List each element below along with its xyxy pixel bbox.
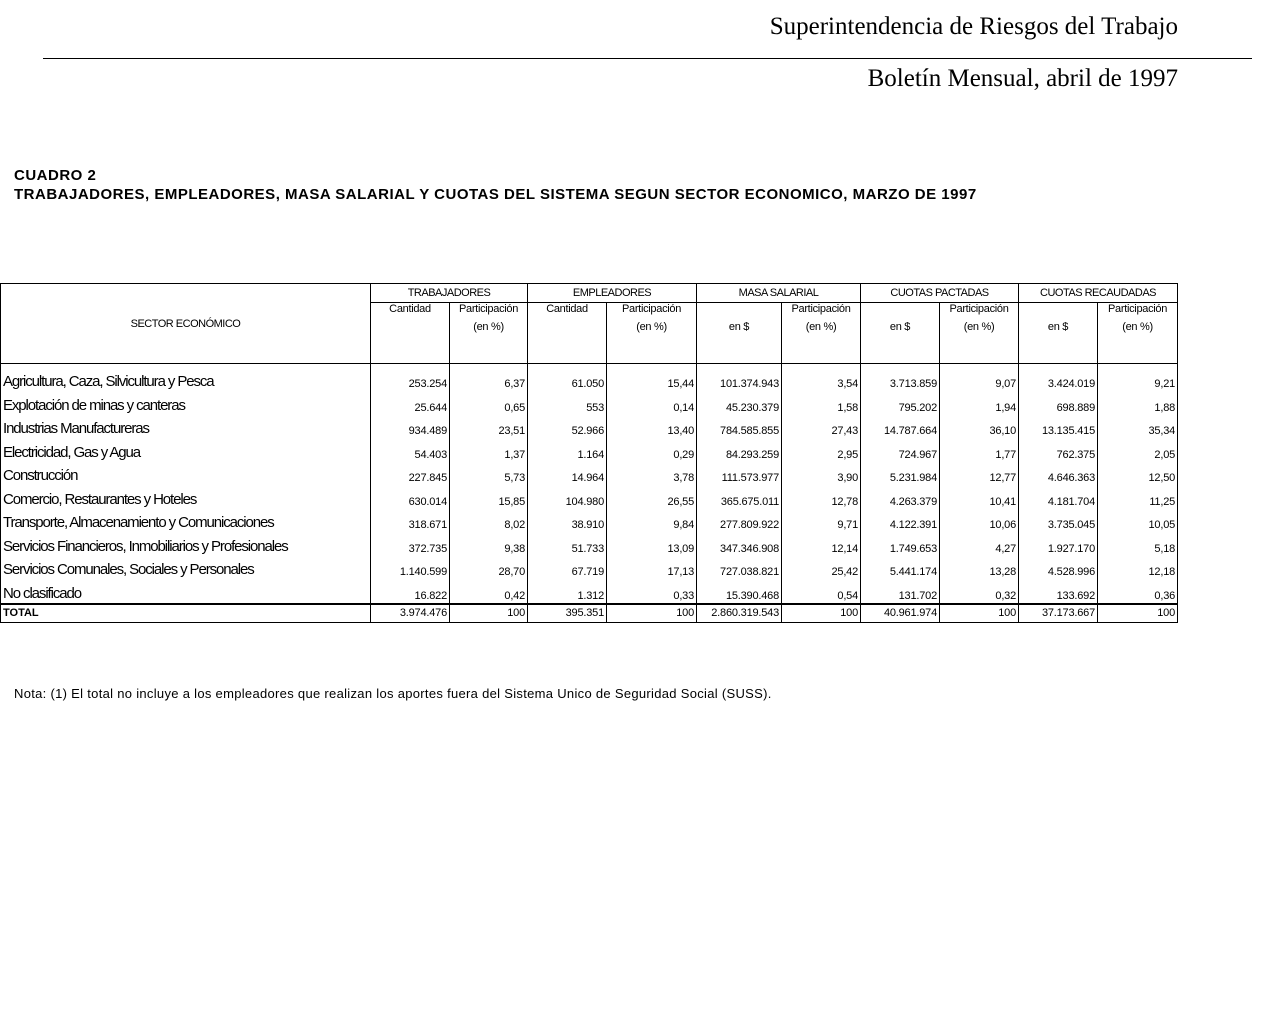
cell-value: 3.713.859 (861, 364, 940, 392)
cell-value: 14.964 (528, 462, 607, 486)
cell-value: 934.489 (371, 415, 450, 439)
table-row (1, 509, 1178, 533)
sector-name: Construcción (1, 462, 371, 486)
cell-value: 2,05 (1098, 438, 1178, 462)
cell-value: 131.702 (861, 579, 940, 604)
cell-value: 318.671 (371, 509, 450, 533)
subheader-participacion: Participación (1098, 303, 1178, 322)
subheader-cantidad: Cantidad (371, 303, 450, 322)
cell-value: 52.966 (528, 415, 607, 439)
sector-name: Transporte, Almacenamiento y Comunicaciones (1, 509, 371, 533)
cell-value: 365.675.011 (697, 485, 782, 509)
subheader-en-pct: (en %) (607, 321, 697, 364)
cell-value: 9,38 (450, 532, 528, 556)
footnote: Nota: (1) El total no incluye a los empleadores que realizan los aportes fuera del Sistema Unico de Seguridad Social (SUSS). (14, 686, 772, 701)
subheader-en-pct: (en %) (782, 321, 861, 364)
cell-value: 45.230.379 (697, 391, 782, 415)
cell-value: 4,27 (940, 532, 1019, 556)
total-value: 100 (607, 604, 697, 623)
cell-value: 0,42 (450, 579, 528, 604)
cell-value: 1.927.170 (1019, 532, 1098, 556)
table-row (1, 485, 1178, 509)
cell-value: 10,41 (940, 485, 1019, 509)
table-row (1, 462, 1178, 486)
cell-value: 277.809.922 (697, 509, 782, 533)
cell-value: 553 (528, 391, 607, 415)
total-value: 37.173.667 (1019, 604, 1098, 623)
cell-value: 133.692 (1019, 579, 1098, 604)
sector-name: Industrias Manufactureras (1, 415, 371, 439)
cell-value: 4.181.704 (1019, 485, 1098, 509)
cell-value: 5.231.984 (861, 462, 940, 486)
total-label: TOTAL (1, 604, 371, 623)
cell-value: 795.202 (861, 391, 940, 415)
cell-value: 0,36 (1098, 579, 1178, 604)
cell-value: 5.441.174 (861, 556, 940, 580)
cell-value: 3,78 (607, 462, 697, 486)
cell-value: 698.889 (1019, 391, 1098, 415)
subheader-empty (1019, 303, 1098, 322)
bulletin-title: Boletín Mensual, abril de 1997 (867, 65, 1178, 92)
subheader-participacion: Participación (782, 303, 861, 322)
cell-value: 8,02 (450, 509, 528, 533)
sector-name: No clasificado (1, 579, 371, 604)
cell-value: 101.374.943 (697, 364, 782, 392)
cell-value: 1,37 (450, 438, 528, 462)
group-header-cuotas-pactadas: CUOTAS PACTADAS (861, 284, 1019, 303)
total-value: 100 (940, 604, 1019, 623)
organization-name: Superintendencia de Riesgos del Trabajo (769, 13, 1178, 40)
total-value: 100 (1098, 604, 1178, 623)
table-row (1, 391, 1178, 415)
table-row (1, 364, 1178, 392)
cell-value: 17,13 (607, 556, 697, 580)
table-number: CUADRO 2 (14, 167, 97, 184)
subheader-en-pct: (en %) (1098, 321, 1178, 364)
cell-value: 25,42 (782, 556, 861, 580)
sector-column-header: SECTOR ECONÓMICO (1, 284, 371, 364)
cell-value: 84.293.259 (697, 438, 782, 462)
data-table (0, 283, 1178, 623)
cell-value: 0,33 (607, 579, 697, 604)
cell-value: 1.140.599 (371, 556, 450, 580)
total-row (1, 604, 1178, 623)
cell-value: 1.749.653 (861, 532, 940, 556)
total-value: 3.974.476 (371, 604, 450, 623)
cell-value: 4.263.379 (861, 485, 940, 509)
subheader-en-pesos: en $ (1019, 321, 1098, 364)
cell-value: 0,14 (607, 391, 697, 415)
sector-name: Agricultura, Caza, Silvicultura y Pesca (1, 364, 371, 392)
total-value: 100 (450, 604, 528, 623)
cell-value: 26,55 (607, 485, 697, 509)
cell-value: 12,18 (1098, 556, 1178, 580)
subheader-participacion: Participación (940, 303, 1019, 322)
table-row (1, 532, 1178, 556)
sector-name: Servicios Financieros, Inmobiliarios y Profesionales (1, 532, 371, 556)
cell-value: 38.910 (528, 509, 607, 533)
group-header-empleadores: EMPLEADORES (528, 284, 697, 303)
cell-value: 11,25 (1098, 485, 1178, 509)
subheader-empty (528, 321, 607, 364)
cell-value: 13,28 (940, 556, 1019, 580)
cell-value: 28,70 (450, 556, 528, 580)
cell-value: 3.424.019 (1019, 364, 1098, 392)
subheader-participacion: Participación (607, 303, 697, 322)
cell-value: 6,37 (450, 364, 528, 392)
cell-value: 784.585.855 (697, 415, 782, 439)
cell-value: 0,54 (782, 579, 861, 604)
cell-value: 1,58 (782, 391, 861, 415)
cell-value: 51.733 (528, 532, 607, 556)
total-value: 100 (782, 604, 861, 623)
cell-value: 15.390.468 (697, 579, 782, 604)
subheader-en-pesos: en $ (697, 321, 782, 364)
cell-value: 5,73 (450, 462, 528, 486)
cell-value: 15,44 (607, 364, 697, 392)
cell-value: 724.967 (861, 438, 940, 462)
cell-value: 1.164 (528, 438, 607, 462)
cell-value: 227.845 (371, 462, 450, 486)
cell-value: 9,07 (940, 364, 1019, 392)
group-header-trabajadores: TRABAJADORES (371, 284, 528, 303)
cell-value: 1,77 (940, 438, 1019, 462)
cell-value: 36,10 (940, 415, 1019, 439)
cell-value: 3.735.045 (1019, 509, 1098, 533)
cell-value: 1.312 (528, 579, 607, 604)
cell-value: 27,43 (782, 415, 861, 439)
cell-value: 15,85 (450, 485, 528, 509)
cell-value: 12,77 (940, 462, 1019, 486)
table-row (1, 556, 1178, 580)
cell-value: 35,34 (1098, 415, 1178, 439)
cell-value: 12,78 (782, 485, 861, 509)
cell-value: 727.038.821 (697, 556, 782, 580)
cell-value: 4.528.996 (1019, 556, 1098, 580)
cell-value: 14.787.664 (861, 415, 940, 439)
cell-value: 4.646.363 (1019, 462, 1098, 486)
group-header-cuotas-recaudadas: CUOTAS RECAUDADAS (1019, 284, 1178, 303)
group-header-masa-salarial: MASA SALARIAL (697, 284, 861, 303)
cell-value: 762.375 (1019, 438, 1098, 462)
sector-name: Servicios Comunales, Sociales y Personales (1, 556, 371, 580)
cell-value: 3,90 (782, 462, 861, 486)
cell-value: 10,06 (940, 509, 1019, 533)
cell-value: 253.254 (371, 364, 450, 392)
subheader-empty (861, 303, 940, 322)
cell-value: 13.135.415 (1019, 415, 1098, 439)
cell-value: 10,05 (1098, 509, 1178, 533)
cell-value: 25.644 (371, 391, 450, 415)
cell-value: 16.822 (371, 579, 450, 604)
cell-value: 5,18 (1098, 532, 1178, 556)
table-row (1, 438, 1178, 462)
sector-name: Comercio, Restaurantes y Hoteles (1, 485, 371, 509)
table-row (1, 579, 1178, 604)
cell-value: 3,54 (782, 364, 861, 392)
cell-value: 1,88 (1098, 391, 1178, 415)
cell-value: 4.122.391 (861, 509, 940, 533)
subheader-en-pesos: en $ (861, 321, 940, 364)
cell-value: 0,32 (940, 579, 1019, 604)
cell-value: 0,65 (450, 391, 528, 415)
header-divider (43, 58, 1252, 59)
cell-value: 61.050 (528, 364, 607, 392)
cell-value: 0,29 (607, 438, 697, 462)
cell-value: 2,95 (782, 438, 861, 462)
cell-value: 347.346.908 (697, 532, 782, 556)
cell-value: 9,71 (782, 509, 861, 533)
subheader-empty (371, 321, 450, 364)
cell-value: 630.014 (371, 485, 450, 509)
table-title: TRABAJADORES, EMPLEADORES, MASA SALARIAL Y CUOTAS DEL SISTEMA SEGUN SECTOR ECONOMICO, MARZO DE 1997 (14, 186, 977, 203)
subheader-cantidad: Cantidad (528, 303, 607, 322)
cell-value: 13,09 (607, 532, 697, 556)
cell-value: 23,51 (450, 415, 528, 439)
table-row (1, 415, 1178, 439)
cell-value: 67.719 (528, 556, 607, 580)
total-value: 40.961.974 (861, 604, 940, 623)
cell-value: 13,40 (607, 415, 697, 439)
subheader-en-pct: (en %) (450, 321, 528, 364)
cell-value: 104.980 (528, 485, 607, 509)
cell-value: 111.573.977 (697, 462, 782, 486)
cell-value: 1,94 (940, 391, 1019, 415)
sector-name: Electricidad, Gas y Agua (1, 438, 371, 462)
total-value: 395.351 (528, 604, 607, 623)
subheader-empty (697, 303, 782, 322)
total-value: 2.860.319.543 (697, 604, 782, 623)
cell-value: 54.403 (371, 438, 450, 462)
sector-name: Explotación de minas y canteras (1, 391, 371, 415)
cell-value: 9,84 (607, 509, 697, 533)
subheader-participacion: Participación (450, 303, 528, 322)
cell-value: 12,50 (1098, 462, 1178, 486)
cell-value: 12,14 (782, 532, 861, 556)
cell-value: 9,21 (1098, 364, 1178, 392)
subheader-en-pct: (en %) (940, 321, 1019, 364)
cell-value: 372.735 (371, 532, 450, 556)
